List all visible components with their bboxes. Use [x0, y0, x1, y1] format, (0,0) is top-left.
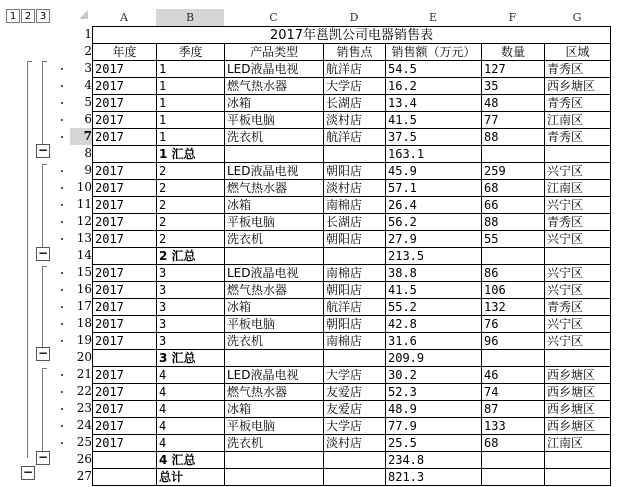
cell-region[interactable] [545, 452, 611, 469]
cell-quantity[interactable] [482, 146, 545, 163]
cell-year[interactable]: 2017 [93, 214, 157, 231]
cell-product[interactable]: LED液晶电视 [225, 61, 324, 78]
cell-quantity[interactable]: 127 [482, 61, 545, 78]
cell-year[interactable]: 2017 [93, 333, 157, 350]
cell-sales[interactable]: 37.5 [386, 129, 482, 146]
row-header[interactable]: 21 [76, 367, 92, 381]
outline-level-2-button[interactable]: 2 [21, 9, 35, 23]
cell-quantity[interactable]: 133 [482, 418, 545, 435]
table-row [93, 197, 611, 214]
cell-quantity[interactable]: 55 [482, 231, 545, 248]
cell-quantity[interactable]: 88 [482, 214, 545, 231]
cell-year[interactable]: 2017 [93, 180, 157, 197]
row-header[interactable]: 17 [76, 299, 92, 313]
outline-gutter [0, 0, 75, 487]
column-header-b[interactable]: B [156, 9, 224, 26]
cell-year[interactable]: 2017 [93, 95, 157, 112]
cell-sales[interactable]: 27.9 [386, 231, 482, 248]
collapse-group-3-button[interactable]: − [37, 346, 49, 360]
row-header[interactable]: 26 [76, 452, 92, 466]
table-row [93, 333, 611, 350]
cell-store[interactable]: 长湖店 [324, 95, 386, 112]
table-row [93, 95, 611, 112]
cell-sales[interactable]: 16.2 [386, 78, 482, 95]
row-header[interactable]: 10 [76, 180, 92, 194]
cell-quarter[interactable]: 4 [157, 401, 225, 418]
cell-year[interactable] [93, 452, 157, 469]
cell-year[interactable]: 2017 [93, 316, 157, 333]
cell-quarter[interactable]: 3 [157, 316, 225, 333]
cell-quarter[interactable]: 2 [157, 180, 225, 197]
cell-product[interactable]: 平板电脑 [225, 418, 324, 435]
cell-region[interactable]: 兴宁区 [545, 231, 611, 248]
outline-detail-dot [61, 187, 63, 189]
cell-sales[interactable]: 163.1 [386, 146, 482, 163]
row-header[interactable]: 11 [76, 197, 92, 211]
cell-sales[interactable]: 213.5 [386, 248, 482, 265]
cell-quantity[interactable]: 76 [482, 316, 545, 333]
row-header[interactable]: 6 [84, 112, 92, 126]
cell-sales[interactable]: 48.9 [386, 401, 482, 418]
outline-detail-dot [61, 221, 63, 223]
cell-region[interactable]: 西乡塘区 [545, 384, 611, 401]
cell-region[interactable]: 江南区 [545, 435, 611, 452]
table-row [93, 299, 611, 316]
cell-store[interactable]: 友爱店 [324, 401, 386, 418]
cell-store[interactable] [324, 452, 386, 469]
cell-region[interactable]: 西乡塘区 [545, 418, 611, 435]
table-row [93, 282, 611, 299]
select-all-corner[interactable] [79, 10, 88, 19]
cell-quarter[interactable]: 3 [157, 299, 225, 316]
cell-product[interactable]: 洗衣机 [225, 129, 324, 146]
table-row [93, 112, 611, 129]
cell-year[interactable]: 2017 [93, 112, 157, 129]
cell-year[interactable]: 2017 [93, 367, 157, 384]
cell-quarter[interactable]: 3 [157, 282, 225, 299]
outline-detail-dot [61, 408, 63, 410]
cell-product[interactable] [225, 469, 324, 486]
outline-detail-dot [61, 204, 63, 206]
cell-quantity[interactable]: 259 [482, 163, 545, 180]
row-header[interactable]: 20 [76, 350, 92, 364]
cell-quantity[interactable]: 48 [482, 95, 545, 112]
collapse-group-2-button[interactable]: − [37, 246, 49, 260]
cell-quarter[interactable]: 4 [157, 418, 225, 435]
cell-product[interactable] [225, 452, 324, 469]
cell-quarter[interactable]: 2 [157, 197, 225, 214]
cell-product[interactable]: 燃气热水器 [225, 384, 324, 401]
table-row [93, 265, 611, 282]
cell-year[interactable]: 2017 [93, 282, 157, 299]
column-header-e[interactable]: E [428, 11, 438, 24]
cell-product[interactable]: LED液晶电视 [225, 265, 324, 282]
cell-quantity[interactable]: 77 [482, 112, 545, 129]
outline-bracket-group-1 [42, 61, 47, 144]
row-header[interactable]: 18 [76, 316, 92, 330]
cell-year[interactable]: 2017 [93, 384, 157, 401]
header-cell-sales[interactable]: 销售额（万元） [386, 44, 482, 61]
cell-region[interactable] [545, 469, 611, 486]
cell-store[interactable]: 淡村店 [324, 112, 386, 129]
cell-store[interactable]: 朝阳店 [324, 231, 386, 248]
cell-store[interactable]: 朝阳店 [324, 163, 386, 180]
cell-sales[interactable]: 42.8 [386, 316, 482, 333]
cell-year[interactable] [93, 146, 157, 163]
cell-region[interactable]: 兴宁区 [545, 163, 611, 180]
cell-product[interactable]: 冰箱 [225, 95, 324, 112]
cell-quantity[interactable]: 96 [482, 333, 545, 350]
cell-store[interactable]: 航洋店 [324, 61, 386, 78]
cell-quarter[interactable]: 4 [157, 435, 225, 452]
cell-quarter[interactable]: 1 [157, 78, 225, 95]
cell-sales[interactable]: 13.4 [386, 95, 482, 112]
row-header[interactable]: 22 [76, 384, 92, 398]
cell-region[interactable]: 青秀区 [545, 95, 611, 112]
outline-detail-dot [61, 374, 63, 376]
cell-quantity[interactable] [482, 452, 545, 469]
table-row [93, 401, 611, 418]
row-header[interactable]: 23 [76, 401, 92, 415]
outline-detail-dot [61, 442, 63, 444]
cell-region[interactable]: 兴宁区 [545, 197, 611, 214]
cell-product[interactable]: 洗衣机 [225, 231, 324, 248]
cell-store[interactable]: 淡村店 [324, 435, 386, 452]
cell-product[interactable]: 洗衣机 [225, 333, 324, 350]
cell-year[interactable] [93, 350, 157, 367]
cell-region[interactable]: 江南区 [545, 180, 611, 197]
outline-detail-dot [61, 170, 63, 172]
header-cell-quarter[interactable]: 季度 [157, 44, 225, 61]
cell-store[interactable]: 友爱店 [324, 384, 386, 401]
cell-product[interactable]: 洗衣机 [225, 435, 324, 452]
cell-year[interactable]: 2017 [93, 299, 157, 316]
cell-quarter[interactable]: 总计 [157, 469, 225, 486]
cell-store[interactable] [324, 469, 386, 486]
outline-bracket-group-4 [42, 368, 47, 453]
cell-quantity[interactable]: 66 [482, 197, 545, 214]
outline-detail-dot [61, 391, 63, 393]
outline-bracket-group-3 [42, 266, 47, 352]
column-header-c[interactable]: C [269, 11, 278, 24]
cell-year[interactable]: 2017 [93, 265, 157, 282]
cell-product[interactable] [225, 248, 324, 265]
column-header-g[interactable]: G [572, 11, 582, 24]
table-row [93, 384, 611, 401]
cell-year[interactable]: 2017 [93, 435, 157, 452]
cell-year[interactable] [93, 248, 157, 265]
cell-sales[interactable]: 45.9 [386, 163, 482, 180]
outline-detail-dot [61, 306, 63, 308]
cell-sales[interactable]: 77.9 [386, 418, 482, 435]
row-header[interactable]: 13 [76, 231, 92, 245]
cell-quarter[interactable]: 3 汇总 [157, 350, 225, 367]
outline-bracket-level1 [27, 61, 32, 458]
outline-detail-dot [61, 102, 63, 104]
cell-product[interactable] [225, 350, 324, 367]
cell-quarter[interactable]: 1 汇总 [157, 146, 225, 163]
subtotal-row [93, 248, 611, 265]
cell-region[interactable]: 西乡塘区 [545, 401, 611, 418]
cell-region[interactable]: 青秀区 [545, 299, 611, 316]
cell-year[interactable]: 2017 [93, 78, 157, 95]
outline-detail-dot [61, 323, 63, 325]
column-header-d[interactable]: D [349, 11, 359, 24]
cell-quarter[interactable]: 4 [157, 384, 225, 401]
subtotal-row [93, 452, 611, 469]
outline-detail-dot [61, 238, 63, 240]
row-header[interactable]: 1 [84, 27, 92, 41]
cell-quarter[interactable]: 1 [157, 61, 225, 78]
table-row [93, 435, 611, 452]
subtotal-row [93, 350, 611, 367]
cell-product[interactable]: 平板电脑 [225, 316, 324, 333]
header-cell-store[interactable]: 销售点 [324, 44, 386, 61]
cell-sales[interactable]: 821.3 [386, 469, 482, 486]
outline-detail-dot [61, 68, 63, 70]
table-row [93, 180, 611, 197]
cell-sales[interactable]: 41.5 [386, 282, 482, 299]
header-cell-year[interactable]: 年度 [93, 44, 157, 61]
row-header[interactable]: 5 [84, 95, 92, 109]
spreadsheet-grid [92, 26, 611, 486]
column-header-f[interactable]: F [508, 11, 517, 24]
row-header[interactable]: 12 [76, 214, 92, 228]
table-row [93, 61, 611, 78]
sheet-title-cell[interactable]: 2017年邕凯公司电器销售表 [93, 27, 611, 44]
cell-year[interactable]: 2017 [93, 163, 157, 180]
cell-quarter[interactable]: 4 汇总 [157, 452, 225, 469]
cell-quarter[interactable]: 1 [157, 129, 225, 146]
outline-detail-dot [61, 85, 63, 87]
outline-detail-dot [61, 340, 63, 342]
outline-level-3-button[interactable]: 3 [36, 9, 50, 23]
cell-sales[interactable]: 25.5 [386, 435, 482, 452]
cell-product[interactable]: 燃气热水器 [225, 78, 324, 95]
header-cell-product[interactable]: 产品类型 [225, 44, 324, 61]
cell-quarter[interactable]: 2 [157, 163, 225, 180]
outline-level-1-button[interactable]: 1 [6, 9, 20, 23]
cell-store[interactable]: 朝阳店 [324, 282, 386, 299]
header-cell-region[interactable]: 区域 [545, 44, 611, 61]
collapse-level1-button[interactable]: − [22, 465, 34, 479]
cell-product[interactable]: 平板电脑 [225, 214, 324, 231]
cell-store[interactable]: 南棉店 [324, 333, 386, 350]
row-header[interactable]: 25 [76, 435, 92, 449]
row-header[interactable]: 2 [84, 44, 92, 58]
cell-store[interactable] [324, 248, 386, 265]
outline-detail-dot [61, 425, 63, 427]
cell-quantity[interactable]: 132 [482, 299, 545, 316]
row-header[interactable]: 15 [76, 265, 92, 279]
row-header[interactable]: 9 [84, 163, 92, 177]
table-row [93, 214, 611, 231]
row-header[interactable]: 14 [76, 248, 92, 262]
table-row [93, 129, 611, 146]
cell-region[interactable]: 青秀区 [545, 129, 611, 146]
cell-product[interactable]: 平板电脑 [225, 112, 324, 129]
cell-year[interactable]: 2017 [93, 61, 157, 78]
cell-sales[interactable]: 41.5 [386, 112, 482, 129]
cell-sales[interactable]: 56.2 [386, 214, 482, 231]
cell-year[interactable]: 2017 [93, 129, 157, 146]
cell-quarter[interactable]: 2 汇总 [157, 248, 225, 265]
table-row [93, 163, 611, 180]
outline-detail-dot [61, 136, 63, 138]
column-header-a[interactable]: A [120, 11, 128, 24]
cell-store[interactable]: 大学店 [324, 367, 386, 384]
cell-year[interactable]: 2017 [93, 231, 157, 248]
row-header[interactable]: 7 [70, 128, 92, 145]
cell-sales[interactable]: 26.4 [386, 197, 482, 214]
cell-store[interactable]: 航洋店 [324, 299, 386, 316]
outline-detail-dot [61, 272, 63, 274]
cell-year[interactable] [93, 469, 157, 486]
cell-store[interactable]: 长湖店 [324, 214, 386, 231]
table-row [93, 367, 611, 384]
row-header[interactable]: 19 [76, 333, 92, 347]
cell-quarter[interactable]: 3 [157, 333, 225, 350]
cell-product[interactable]: 冰箱 [225, 197, 324, 214]
cell-quantity[interactable] [482, 469, 545, 486]
cell-quantity[interactable]: 106 [482, 282, 545, 299]
cell-region[interactable] [545, 146, 611, 163]
row-header[interactable]: 24 [76, 418, 92, 432]
cell-region[interactable] [545, 248, 611, 265]
cell-year[interactable]: 2017 [93, 401, 157, 418]
table-row [93, 418, 611, 435]
cell-region[interactable]: 兴宁区 [545, 316, 611, 333]
cell-sales[interactable]: 52.3 [386, 384, 482, 401]
cell-quantity[interactable]: 35 [482, 78, 545, 95]
cell-product[interactable]: LED液晶电视 [225, 367, 324, 384]
outline-detail-dot [61, 289, 63, 291]
cell-store[interactable]: 大学店 [324, 418, 386, 435]
row-header[interactable]: 27 [76, 469, 92, 483]
cell-store[interactable]: 航洋店 [324, 129, 386, 146]
cell-store[interactable] [324, 350, 386, 367]
row-header[interactable]: 3 [84, 61, 92, 75]
cell-region[interactable] [545, 350, 611, 367]
cell-product[interactable]: 冰箱 [225, 299, 324, 316]
cell-quantity[interactable] [482, 248, 545, 265]
cell-region[interactable]: 西乡塘区 [545, 78, 611, 95]
cell-quantity[interactable]: 88 [482, 129, 545, 146]
row-header[interactable]: 4 [84, 78, 92, 92]
cell-region[interactable]: 兴宁区 [545, 265, 611, 282]
cell-quarter[interactable]: 1 [157, 112, 225, 129]
cell-store[interactable]: 南棉店 [324, 197, 386, 214]
row-header[interactable]: 16 [76, 282, 92, 296]
cell-product[interactable]: 燃气热水器 [225, 282, 324, 299]
cell-store[interactable] [324, 146, 386, 163]
header-cell-quantity[interactable]: 数量 [482, 44, 545, 61]
row-header[interactable]: 8 [84, 146, 92, 160]
cell-store[interactable]: 南棉店 [324, 265, 386, 282]
cell-sales[interactable]: 57.1 [386, 180, 482, 197]
cell-quarter[interactable]: 4 [157, 367, 225, 384]
cell-year[interactable]: 2017 [93, 197, 157, 214]
cell-quarter[interactable]: 2 [157, 214, 225, 231]
cell-quantity[interactable]: 68 [482, 180, 545, 197]
cell-sales[interactable]: 54.5 [386, 61, 482, 78]
cell-store[interactable]: 大学店 [324, 78, 386, 95]
cell-region[interactable]: 青秀区 [545, 61, 611, 78]
table-row [93, 78, 611, 95]
cell-sales[interactable]: 30.2 [386, 367, 482, 384]
cell-store[interactable]: 淡村店 [324, 180, 386, 197]
cell-sales[interactable]: 38.8 [386, 265, 482, 282]
cell-sales[interactable]: 209.9 [386, 350, 482, 367]
cell-region[interactable]: 青秀区 [545, 214, 611, 231]
cell-sales[interactable]: 31.6 [386, 333, 482, 350]
cell-year[interactable]: 2017 [93, 418, 157, 435]
grand-total-row [93, 469, 611, 486]
collapse-group-1-button[interactable]: − [37, 143, 49, 157]
cell-quarter[interactable]: 3 [157, 265, 225, 282]
cell-product[interactable] [225, 146, 324, 163]
table-row [93, 231, 611, 248]
cell-product[interactable]: 燃气热水器 [225, 180, 324, 197]
cell-quantity[interactable]: 86 [482, 265, 545, 282]
outline-bracket-group-2 [42, 164, 47, 249]
cell-sales[interactable]: 55.2 [386, 299, 482, 316]
cell-region[interactable]: 兴宁区 [545, 333, 611, 350]
cell-sales[interactable]: 234.8 [386, 452, 482, 469]
cell-region[interactable]: 西乡塘区 [545, 367, 611, 384]
cell-quarter[interactable]: 2 [157, 231, 225, 248]
cell-quantity[interactable]: 87 [482, 401, 545, 418]
cell-quantity[interactable]: 74 [482, 384, 545, 401]
cell-quantity[interactable]: 68 [482, 435, 545, 452]
table-row [93, 316, 611, 333]
cell-product[interactable]: LED液晶电视 [225, 163, 324, 180]
cell-product[interactable]: 冰箱 [225, 401, 324, 418]
cell-quantity[interactable] [482, 350, 545, 367]
cell-quantity[interactable]: 46 [482, 367, 545, 384]
cell-store[interactable]: 朝阳店 [324, 316, 386, 333]
cell-quarter[interactable]: 1 [157, 95, 225, 112]
cell-region[interactable]: 兴宁区 [545, 282, 611, 299]
subtotal-row [93, 146, 611, 163]
collapse-group-4-button[interactable]: − [37, 450, 49, 464]
cell-region[interactable]: 江南区 [545, 112, 611, 129]
outline-detail-dot [61, 119, 63, 121]
